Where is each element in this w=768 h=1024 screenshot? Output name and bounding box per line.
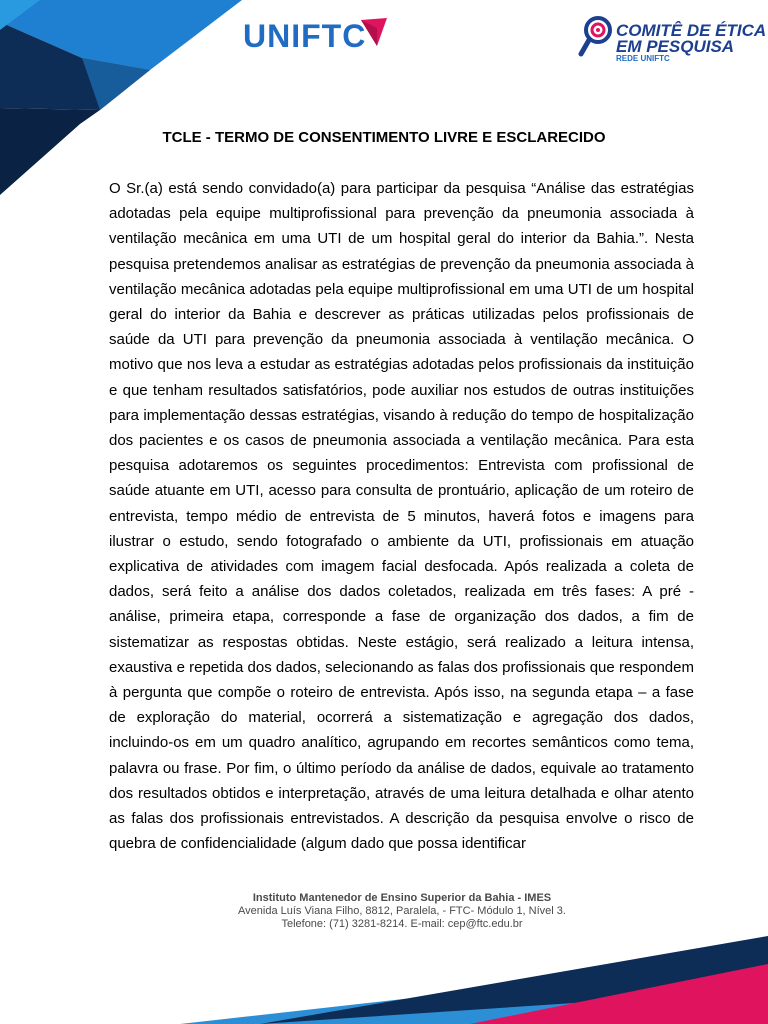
- uniftc-logo-text: UNIFTC: [243, 18, 367, 54]
- footer-address: Avenida Luís Viana Filho, 8812, Paralela, - FTC- Módulo 1, Nível 3.: [238, 905, 566, 917]
- body-paragraph: O Sr.(a) está sendo convidado(a) para participar da pesquisa “Análise das estratégias adotadas pela equipe multiprofissional para prevenção da pneumonia associada à ventilação mecânica em uma UTI de um hospital geral do interior da Bahia.”. Nesta pesquisa pretendemos analisar as estratégias de prevenção da pneumonia associada à ventilação mecânica adotadas pela equipe multiprofissional em uma UTI de um hospital geral do interior da Bahia e descrever as práticas utilizadas pelos profissionais de saúde da UTI para prevenção da pneumonia associada à ventilação mecânica. O motivo que nos leva a estudar as estratégias adotadas pelos profissionais da instituição e que tenham resultados satisfatórios, pode auxiliar nos estudos de outras instituições para implementação dessas estratégias, visando à redução do tempo de hospitalização dos pacientes e os casos de pneumonia associada a ventilação mecânica. Para esta pesquisa adotaremos os seguintes procedimentos: Entrevista com profissional de saúde atuante em UTI, acesso para consulta de prontuário, aplicação de um roteiro de entrevista, tempo médio de entrevista de 5 minutos, haverá fotos e imagens para ilustrar o estudo, sendo fotografado o ambiente da UTI, profissionais em atuação explicativa de atividades com imagem facial desfocada. Após realizada a coleta de dados, será feito a análise dos dados coletados, realizada em três fases: A pré - análise, primeira etapa, corresponde a fase de organização dos dados, a fim de sistematizar as respostas obtidas. Neste estágio, será realizado a leitura intensa, exaustiva e repetida dos dados, selecionando as falas dos profissionais que respondem à pergunta que compõe o roteiro de entrevista. Após isso, na segunda etapa – a fase de exploração do material, ocorrerá a sistematização e agregação dos dados, incluindo-os em um quadro analítico, agrupando em recortes semânticos como tema, palavra ou frase. Por fim, o último período da análise de dados, equivale ao tratamento dos resultados obtidos e interpretação, através de uma leitura detalhada e olhar atento as falas dos profissionais entrevistados. A descrição da pesquisa envolve o risco de quebra de confidencialidade (algum dado que possa identificar: [109, 180, 694, 853]
- document-title: TCLE - TERMO DE CONSENTIMENTO LIVRE E ESCLARECIDO: [162, 129, 606, 146]
- header-decoration: [0, 0, 250, 200]
- cep-logo-line1: COMITÊ DE ÉTICA: [616, 21, 767, 40]
- footer: [0, 892, 768, 931]
- footer-decoration: [0, 930, 768, 1024]
- magnifier-icon: [578, 14, 614, 64]
- uniftc-logo-mark-icon: [355, 16, 389, 50]
- cep-logo: [578, 14, 767, 64]
- footer-contact: Telefone: (71) 3281-8214. E-mail: cep@ftc.edu.br: [281, 918, 523, 930]
- footer-institution: Instituto Mantenedor de Ensino Superior da Bahia - IMES: [252, 892, 552, 904]
- cep-logo-line3: REDE UNIFTC: [616, 54, 670, 63]
- cep-logo-line2: EM PESQUISA: [616, 37, 735, 56]
- uniftc-logo: [243, 14, 393, 56]
